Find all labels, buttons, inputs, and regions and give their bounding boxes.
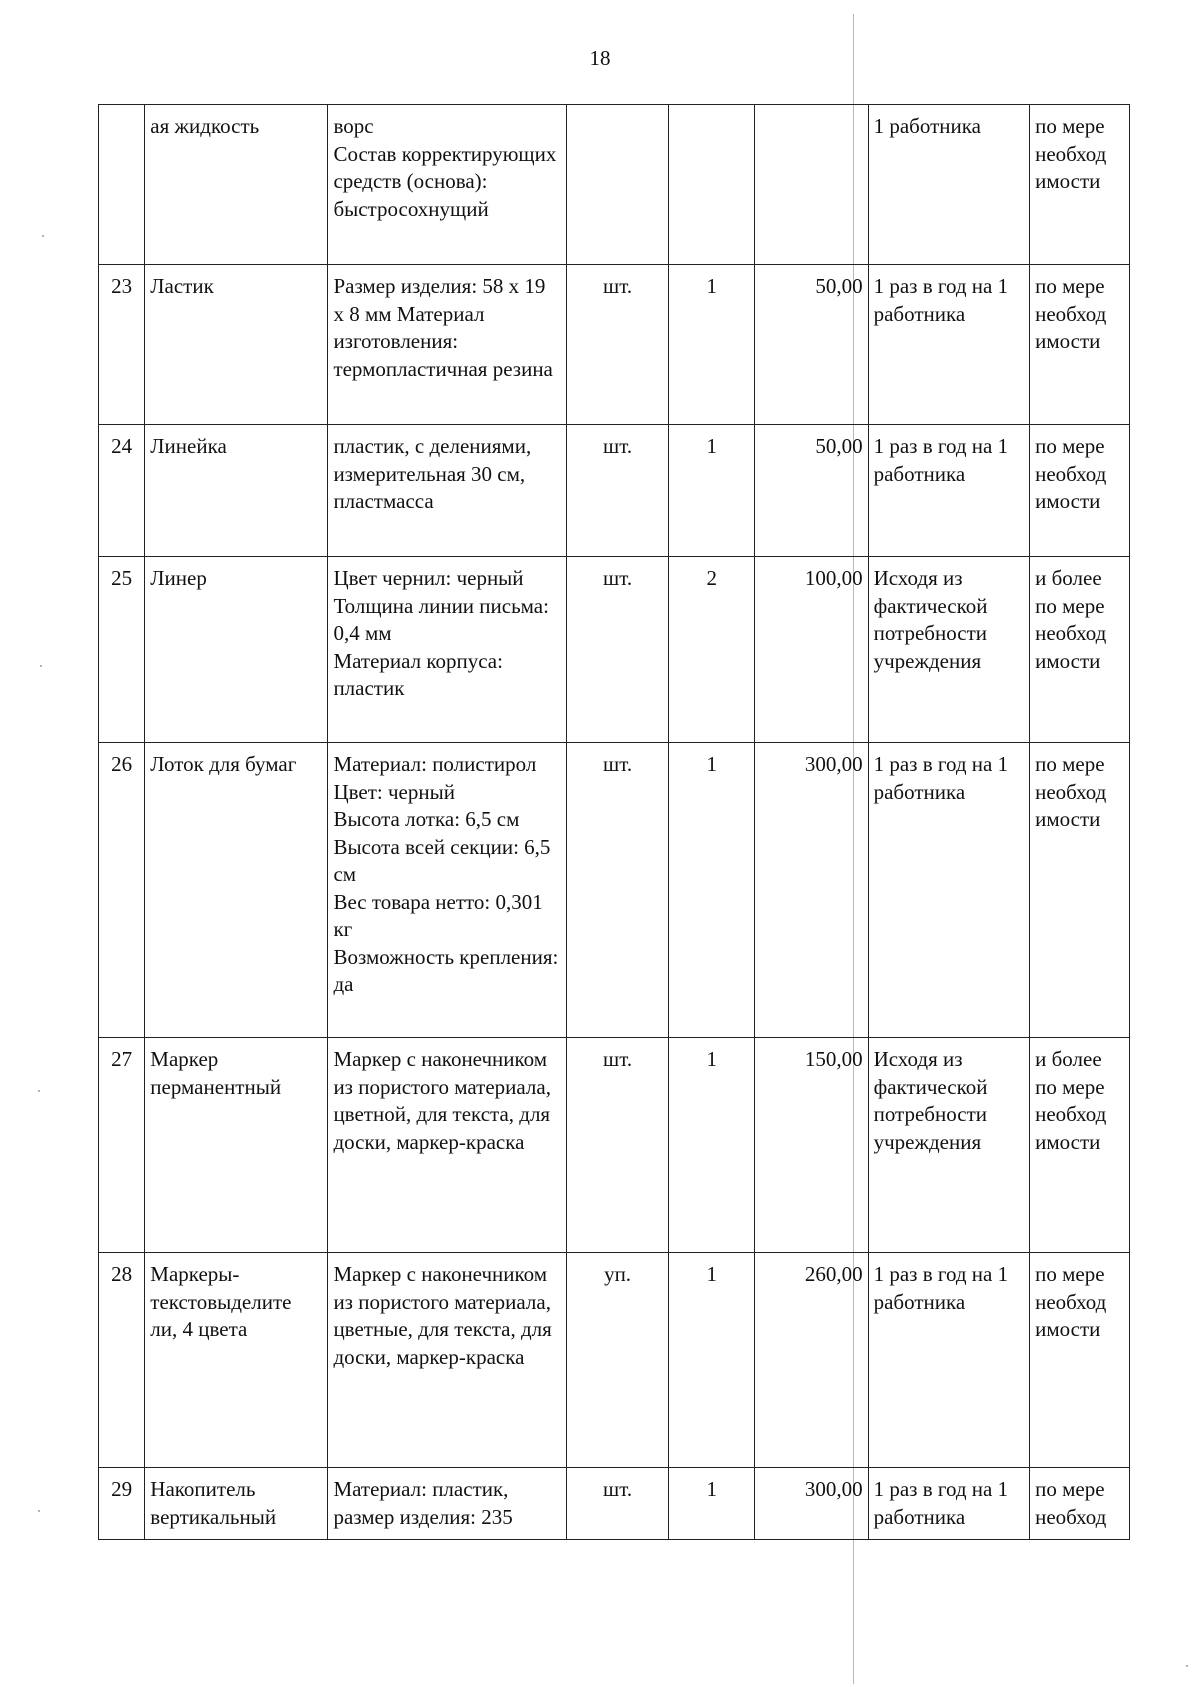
item-norm: Исходя из фактической потребности учреждения [868,557,1030,743]
item-number: 29 [99,1468,145,1540]
table-body [99,105,1130,1540]
item-name: Маркеры-текстовыделите ли, 4 цвета [145,1253,328,1468]
item-norm: 1 раз в год на 1 работника [868,425,1030,557]
item-unit: шт. [567,265,669,425]
item-price: 100,00 [755,557,868,743]
item-quantity: 2 [669,557,755,743]
item-frequency: по мере необход имости [1030,425,1130,557]
item-number: 24 [99,425,145,557]
table-row [99,1038,1130,1253]
scan-speck [40,665,42,667]
item-norm: 1 раз в год на 1 работника [868,1468,1030,1540]
item-frequency: по мере необход имости [1030,265,1130,425]
table-row [99,105,1130,265]
item-norm: 1 работника [868,105,1030,265]
item-quantity: 1 [669,265,755,425]
item-norm: 1 раз в год на 1 работника [868,743,1030,1038]
item-unit: шт. [567,1468,669,1540]
item-price [755,105,868,265]
item-unit: шт. [567,1038,669,1253]
item-number: 26 [99,743,145,1038]
table-row [99,425,1130,557]
table-row [99,743,1130,1038]
table-row [99,1468,1130,1540]
item-number: 27 [99,1038,145,1253]
item-frequency: по мере необход имости [1030,1253,1130,1468]
item-unit: шт. [567,557,669,743]
scan-speck [42,235,44,237]
item-description: Размер изделия: 58 х 19 х 8 мм Материал изготовления: термопластичная резина [328,265,567,425]
item-number: 23 [99,265,145,425]
item-price: 300,00 [755,743,868,1038]
item-frequency: по мере необход [1030,1468,1130,1540]
item-quantity: 1 [669,1253,755,1468]
item-price: 150,00 [755,1038,868,1253]
scan-speck [1186,1665,1188,1667]
scan-speck [38,1510,40,1512]
item-description: Маркер с наконечником из пористого материала, цветные, для текста, для доски, маркер-краска [328,1253,567,1468]
item-description: Материал: пластик, размер изделия: 235 [328,1468,567,1540]
item-name: Линер [145,557,328,743]
item-name: Линейка [145,425,328,557]
item-name: Накопитель вертикальный [145,1468,328,1540]
item-name: ая жидкость [145,105,328,265]
item-description: Цвет чернил: черный Толщина линии письма: 0,4 мм Материал корпуса: пластик [328,557,567,743]
item-norm: 1 раз в год на 1 работника [868,1253,1030,1468]
item-frequency: по мере необход имости [1030,105,1130,265]
item-description: Материал: полистирол Цвет: черный Высота лотка: 6,5 см Высота всей секции: 6,5 см Вес товара нетто: 0,301 кг Возможность крепления: да [328,743,567,1038]
item-quantity: 1 [669,425,755,557]
item-name: Ластик [145,265,328,425]
item-description: Маркер с наконечником из пористого материала, цветной, для текста, для доски, маркер-краска [328,1038,567,1253]
item-quantity [669,105,755,265]
item-price: 50,00 [755,265,868,425]
item-description: пластик, с делениями, измерительная 30 см, пластмасса [328,425,567,557]
item-name: Лоток для бумаг [145,743,328,1038]
item-unit: шт. [567,743,669,1038]
item-description: ворс Состав корректирующих средств (основа): быстросохнущий [328,105,567,265]
table-row [99,557,1130,743]
item-unit [567,105,669,265]
scan-speck [38,1090,40,1092]
item-number: 25 [99,557,145,743]
table-row [99,265,1130,425]
item-unit: уп. [567,1253,669,1468]
item-number [99,105,145,265]
item-frequency: и более по мере необход имости [1030,557,1130,743]
item-unit: шт. [567,425,669,557]
item-frequency: и более по мере необход имости [1030,1038,1130,1253]
item-number: 28 [99,1253,145,1468]
item-norm: 1 раз в год на 1 работника [868,265,1030,425]
item-price: 260,00 [755,1253,868,1468]
item-quantity: 1 [669,1038,755,1253]
item-norm: Исходя из фактической потребности учреждения [868,1038,1030,1253]
item-frequency: по мере необход имости [1030,743,1130,1038]
item-quantity: 1 [669,1468,755,1540]
table-row [99,1253,1130,1468]
item-quantity: 1 [669,743,755,1038]
page-number: 18 [589,46,611,70]
supplies-table [98,104,1130,1540]
item-name: Маркер перманентный [145,1038,328,1253]
item-price: 50,00 [755,425,868,557]
item-price: 300,00 [755,1468,868,1540]
